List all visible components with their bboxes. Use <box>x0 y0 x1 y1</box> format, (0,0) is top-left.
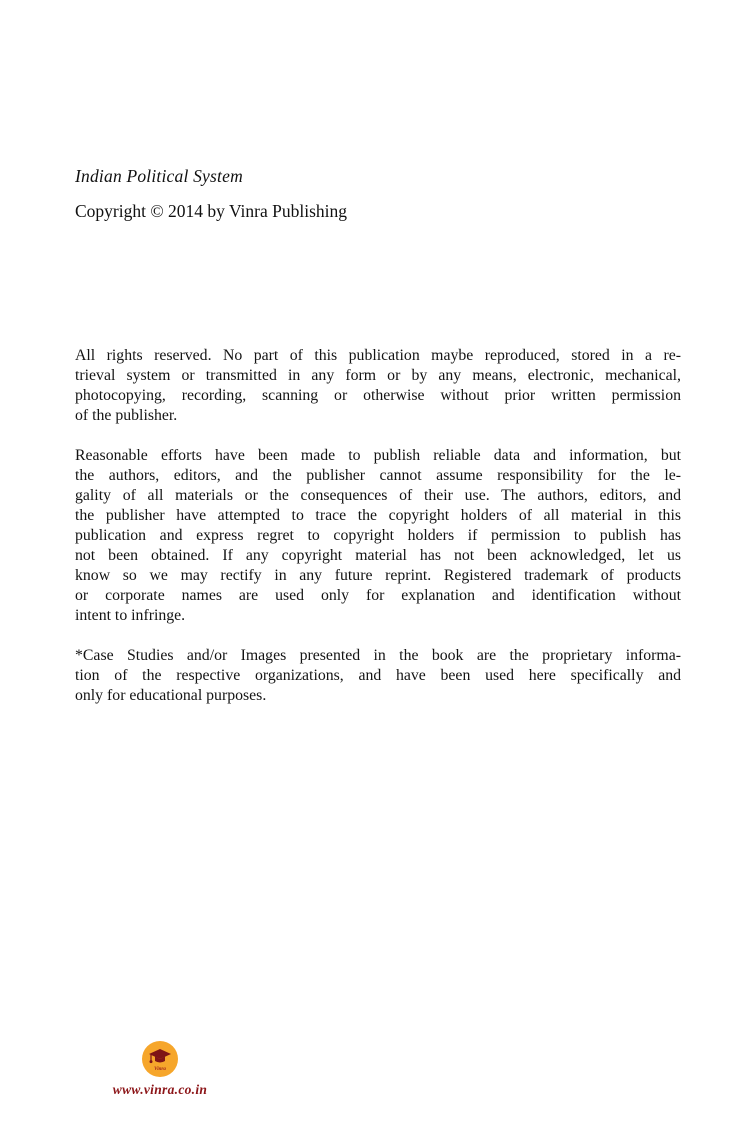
paragraph-line: All rights reserved. No part of this publication maybe reproduced, stored in a re- <box>75 347 681 364</box>
paragraph-line: publication and express regret to copyright holders if permission to publish has <box>75 527 681 544</box>
book-title: Indian Political System <box>75 166 243 186</box>
paragraph-line: photocopying, recording, scanning or otherwise without prior written permission <box>75 387 681 404</box>
paragraph-line: of the publisher. <box>75 407 178 424</box>
graduation-cap-icon <box>148 1049 172 1066</box>
paragraph-line: *Case Studies and/or Images presented in the book are the proprietary informa- <box>75 647 681 664</box>
paragraph-line: trieval system or transmitted in any form or by any means, electronic, mechanical, <box>75 367 681 384</box>
logo-mark-text: Vinra <box>154 1066 166 1072</box>
paragraph-line: the publisher have attempted to trace the copyright holders of all material in this <box>75 507 681 524</box>
paragraph-line: the authors, editors, and the publisher cannot assume responsibility for the le- <box>75 467 681 484</box>
publisher-website: www.vinra.co.in <box>112 1082 208 1097</box>
publisher-logo <box>142 1041 178 1077</box>
paragraph <box>75 346 681 426</box>
paragraph-line: or corporate names are used only for explanation and identification without <box>75 587 681 604</box>
paragraph-line: intent to infringe. <box>75 607 186 624</box>
legal-paragraphs <box>75 346 681 726</box>
paragraph <box>75 446 681 626</box>
paragraph-line: only for educational purposes. <box>75 687 267 704</box>
paragraph <box>75 646 681 706</box>
paragraph-line: not been obtained. If any copyright material has not been acknowledged, let us <box>75 547 681 564</box>
paragraph-line: gality of all materials or the consequences of their use. The authors, editors, and <box>75 487 681 504</box>
copyright-line: Copyright © 2014 by Vinra Publishing <box>75 201 348 221</box>
paragraph-line: know so we may rectify in any future reprint. Registered trademark of products <box>75 567 681 584</box>
paragraph-line: Reasonable efforts have been made to publish reliable data and information, but <box>75 447 681 464</box>
paragraph-line: tion of the respective organizations, and have been used here specifically and <box>75 667 681 684</box>
